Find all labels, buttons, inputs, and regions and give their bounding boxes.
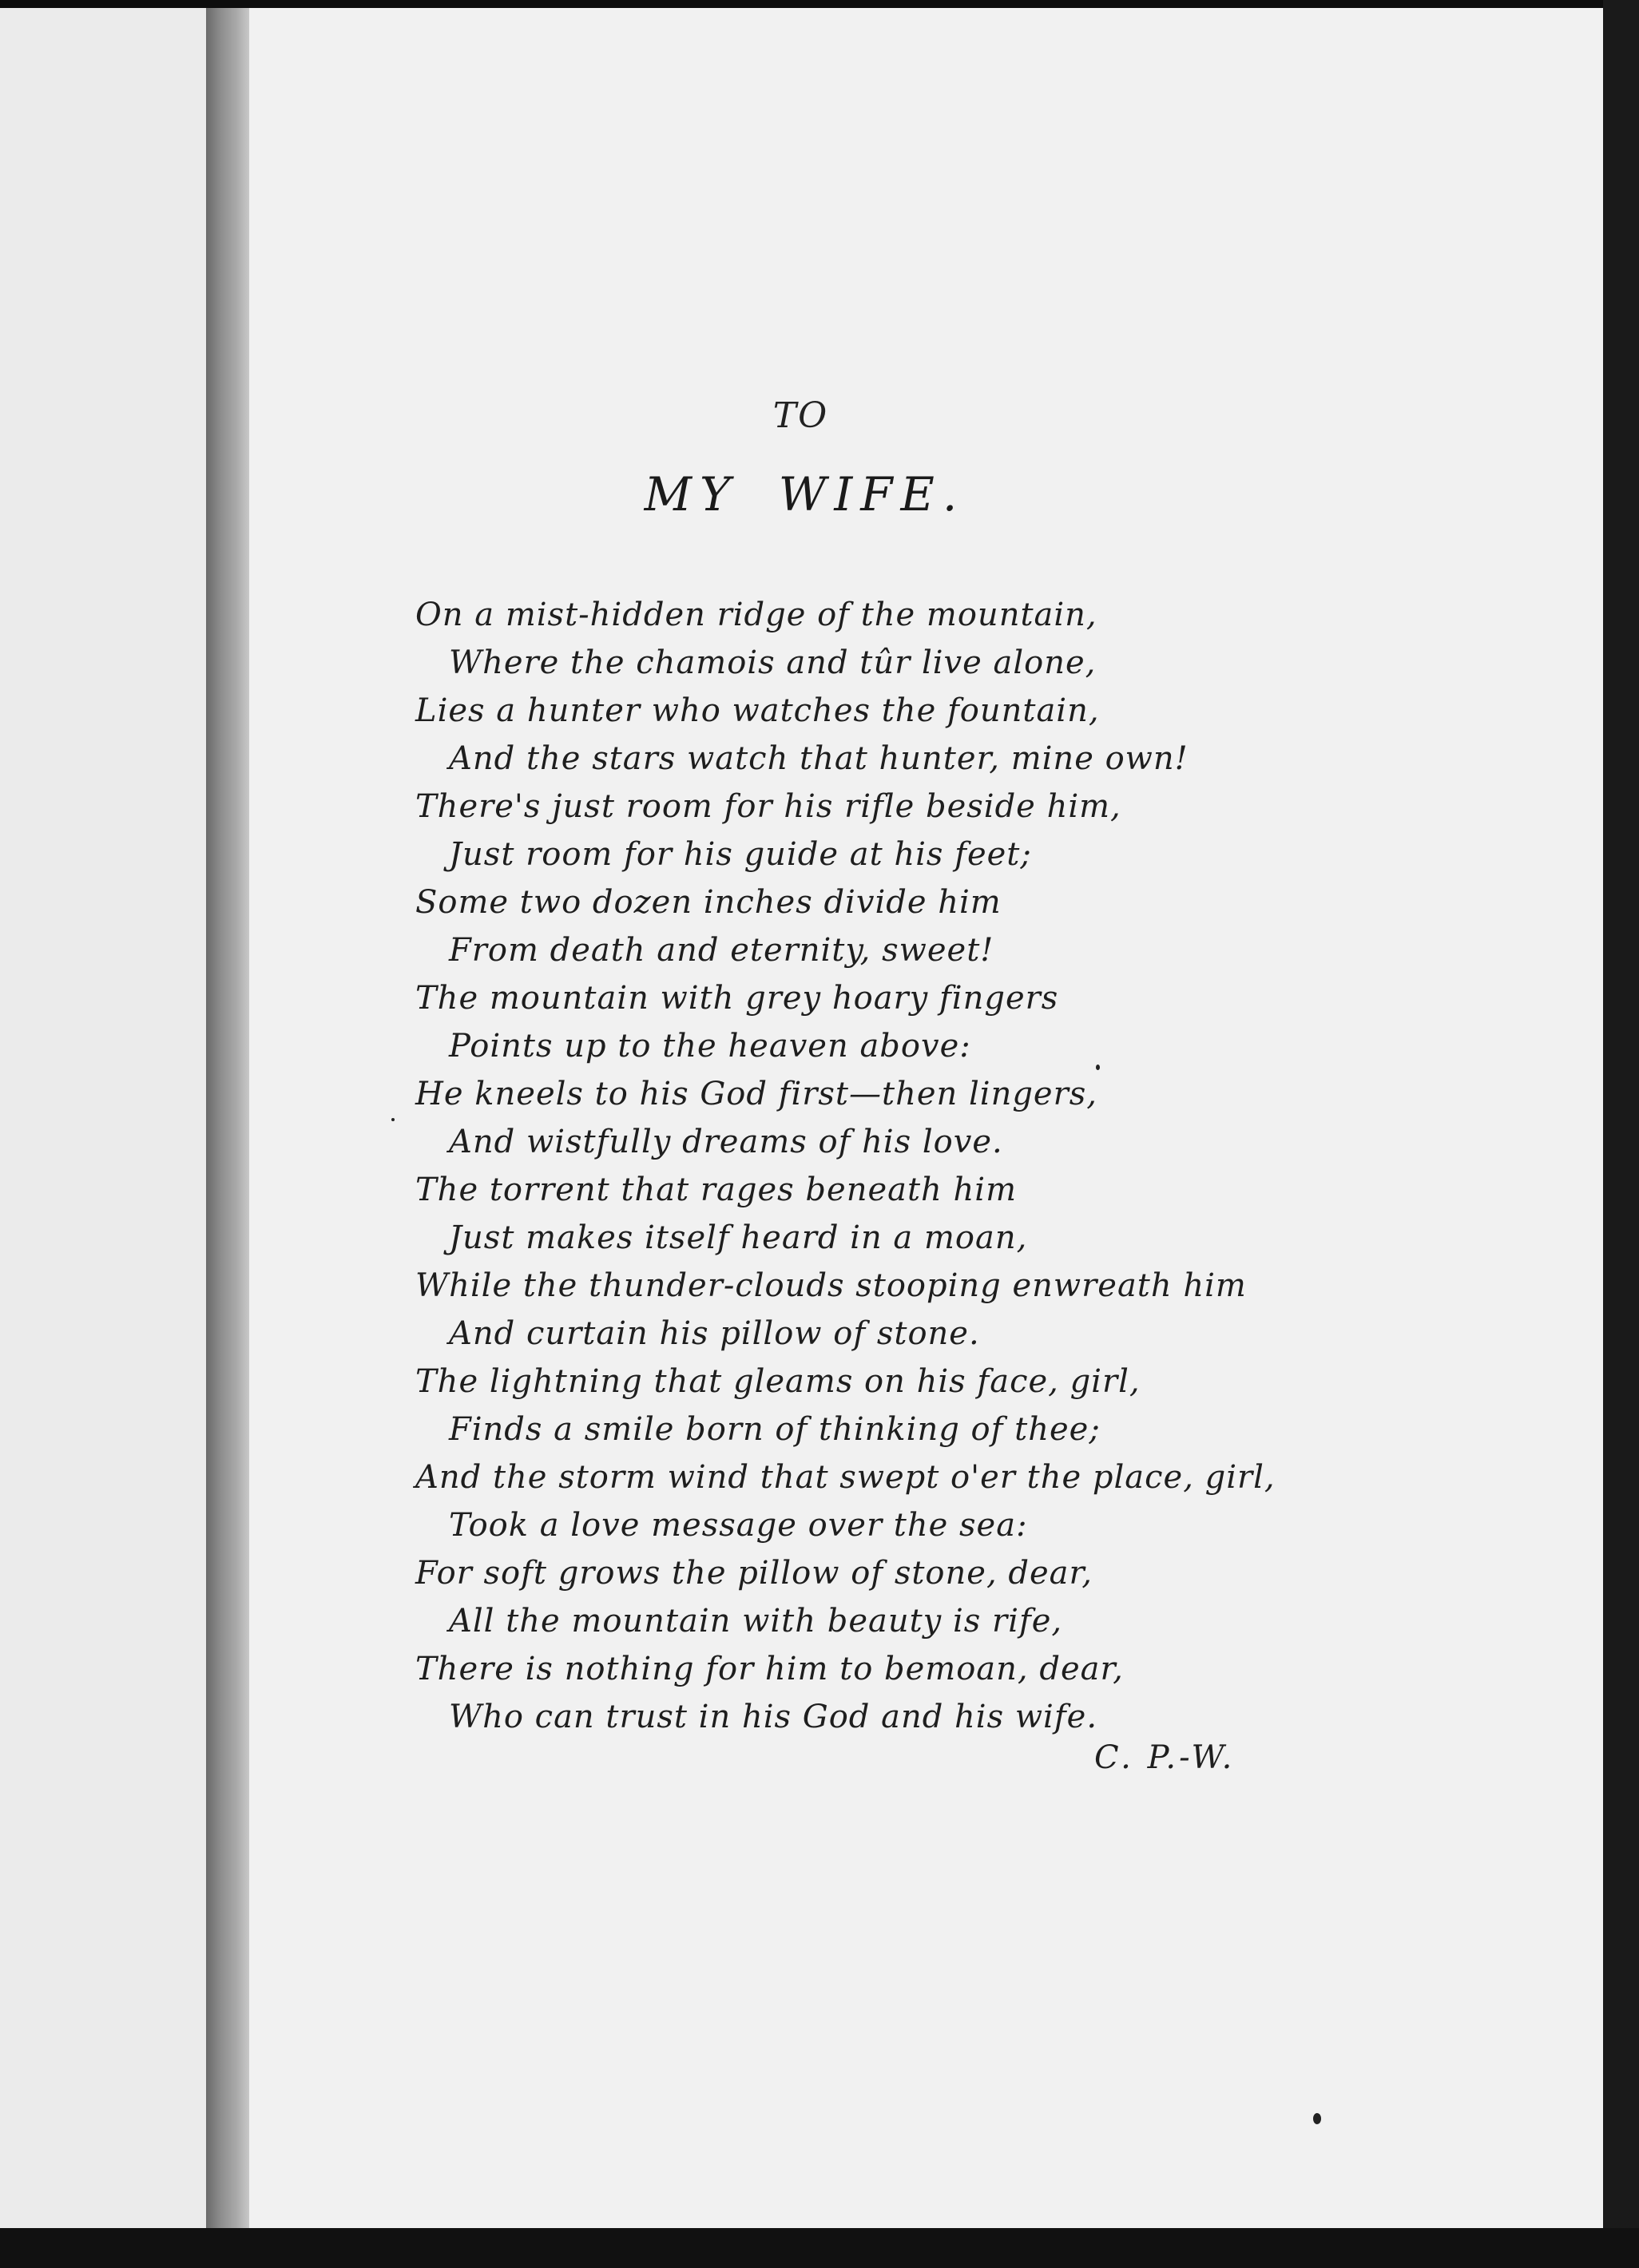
poem-line: Where the chamois and tûr live alone, xyxy=(449,644,1097,681)
book-gutter xyxy=(206,0,249,2228)
poem-line: Who can trust in his God and his wife. xyxy=(449,1699,1098,1735)
ink-speck xyxy=(1313,2113,1321,2124)
poem-line: Just makes itself heard in a moan, xyxy=(449,1219,1028,1256)
poem-line: On a mist-hidden ridge of the mountain, xyxy=(415,597,1097,633)
poem-line: Finds a smile born of thinking of thee; xyxy=(449,1411,1101,1448)
poem-line: The mountain with grey hoary fingers xyxy=(415,980,1059,1017)
ink-speck xyxy=(1096,1065,1100,1070)
scan-border-right xyxy=(1603,0,1639,2268)
poem-line: From death and eternity, sweet! xyxy=(449,932,994,969)
poem-line: All the mountain with beauty is rife, xyxy=(449,1603,1063,1640)
poem-line: There's just room for his rifle beside him, xyxy=(415,788,1121,825)
poem-line: Just room for his guide at his feet; xyxy=(449,836,1032,873)
scan-border-bottom xyxy=(0,2228,1639,2268)
poem-line: Some two dozen inches divide him xyxy=(415,884,1002,921)
facing-page xyxy=(0,0,206,2228)
poem-title: MY WIFE. xyxy=(644,467,966,521)
poem-line: Took a love message over the sea: xyxy=(449,1507,1028,1544)
poem-line: And wistfully dreams of his love. xyxy=(449,1124,1003,1160)
dedication-heading: TO xyxy=(772,395,829,436)
poem-line: The torrent that rages beneath him xyxy=(415,1172,1018,1208)
ink-speck xyxy=(391,1118,395,1121)
poem-line: While the thunder-clouds stooping enwreath him xyxy=(415,1267,1247,1304)
poem-line: There is nothing for him to bemoan, dear, xyxy=(415,1651,1124,1687)
poem-line: And curtain his pillow of stone. xyxy=(449,1315,980,1352)
poem-line: For soft grows the pillow of stone, dear, xyxy=(415,1555,1093,1592)
poem-line: The lightning that gleams on his face, girl, xyxy=(415,1363,1141,1400)
poem-body xyxy=(415,591,1294,1741)
author-signature: C. P.-W. xyxy=(1094,1739,1236,1776)
poem-line: He kneels to his God first—then lingers, xyxy=(415,1076,1097,1112)
poem-line: Lies a hunter who watches the fountain, xyxy=(415,692,1100,729)
poem-line: And the storm wind that swept o'er the place, girl, xyxy=(415,1459,1276,1496)
poem-line: And the stars watch that hunter, mine own! xyxy=(449,740,1189,777)
poem-line: Points up to the heaven above: xyxy=(449,1028,971,1065)
scan-border-top xyxy=(0,0,1639,8)
